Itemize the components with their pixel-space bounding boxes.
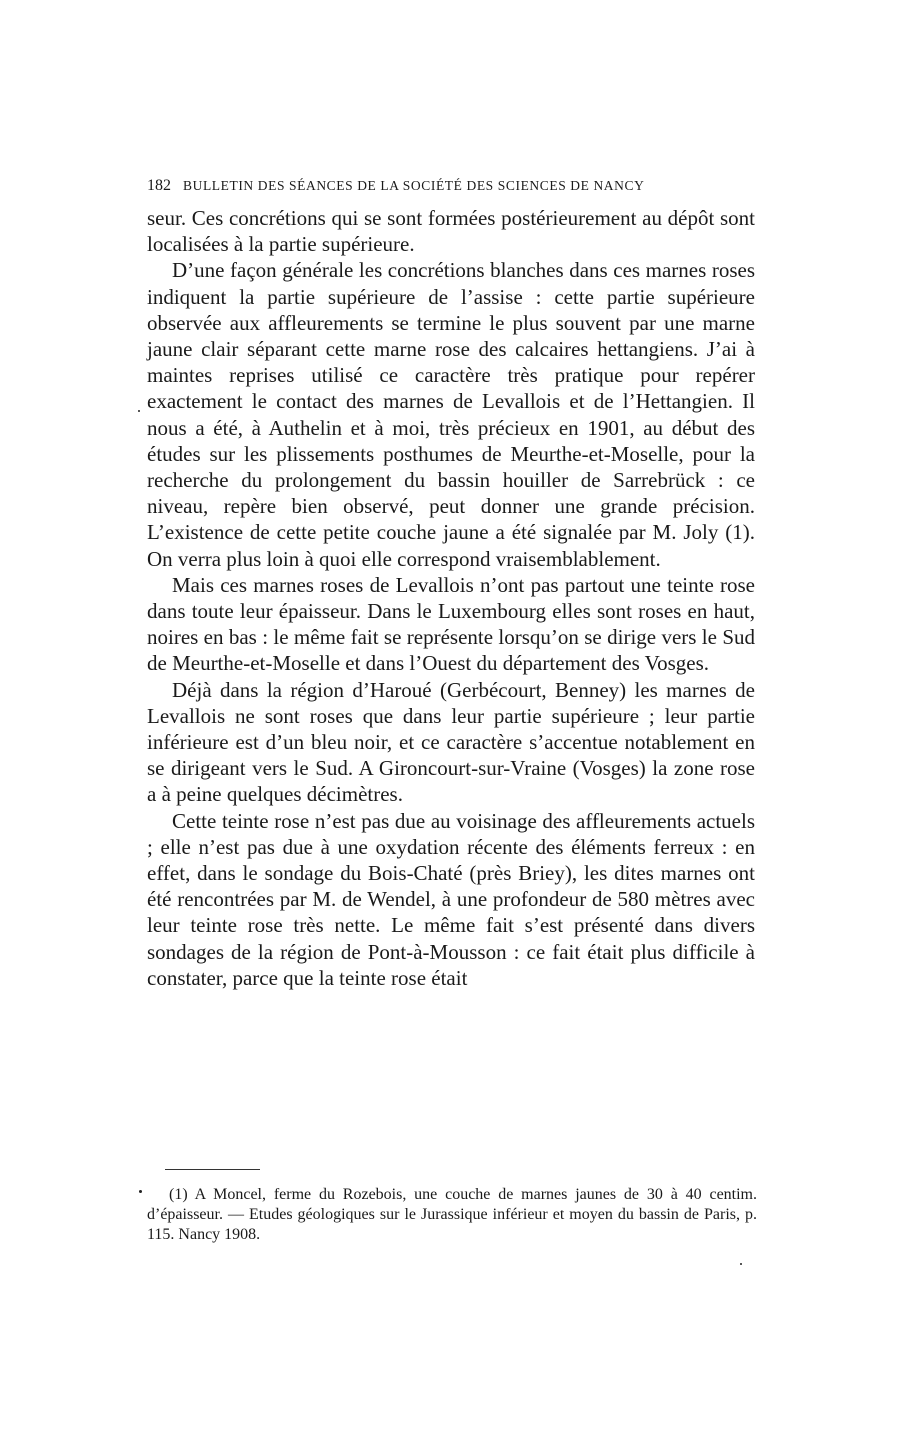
- paragraph: D’une façon générale les concrétions blanches dans ces marnes roses indiquent la partie supérieure de l’assise : cette partie supérieure observée aux affleurements se termine le plus souvent par une marne jaune clair séparant cette marne rose des calcaires hettangiens. J’ai à maintes reprises utilisé ce caractère très pratique pour repérer exactement le contact des marnes de Levallois et de l’Hettangien. Il nous a été, à Authelin et à moi, très précieux en 1901, au début des études sur les plissements posthumes de Meurthe-et-Moselle, pour la recherche du prolongement du bassin houiller de Sarrebrück : ce niveau, repère bien observé, peut donner une grande précision. L’existence de cette petite couche jaune a été signalée par M. Joly (1). On verra plus loin à quoi elle correspond vraisemblablement.: [147, 258, 755, 571]
- print-speck: [139, 1190, 142, 1193]
- footnote-text: (1) A Moncel, ferme du Rozebois, une couche de marnes jaunes de 30 à 40 centim. d’épaisseur. — Etudes géologiques sur le Jurassique inférieur et moyen du bassin de Paris, p. 115. Nancy 1908.: [147, 1186, 757, 1243]
- page-number: 182: [147, 177, 171, 194]
- paragraph: Cette teinte rose n’est pas due au voisinage des affleurements actuels ; elle n’est pas due à une oxydation récente des éléments ferreux : en effet, dans le sondage du Bois-Chaté (près Briey), les dites marnes ont été rencontrées par M. de Wendel, à une profondeur de 580 mètres avec leur teinte rose très nette. Le même fait s’est présenté dans divers sondages de la région de Pont-à-Mousson : ce fait était plus difficile à constater, parce que la teinte rose était: [147, 808, 755, 990]
- paragraph-continuation: seur. Ces concrétions qui se sont formées postérieurement au dépôt sont localisées à la partie supérieure.: [147, 206, 755, 257]
- running-header: [147, 177, 759, 195]
- print-speck: [740, 1263, 742, 1265]
- footnote: [147, 1185, 757, 1245]
- paragraph: Mais ces marnes roses de Levallois n’ont pas partout une teinte rose dans toute leur épaisseur. Dans le Luxembourg elles sont roses en haut, noires en bas : le même fait se représente lorsqu’on se dirige vers le Sud de Meurthe-et-Moselle et dans l’Ouest du département des Vosges.: [147, 572, 755, 676]
- footnote-divider: [165, 1169, 260, 1170]
- print-speck: [138, 410, 140, 412]
- journal-title: BULLETIN DES SÉANCES DE LA SOCIÉTÉ DES SCIENCES DE NANCY: [182, 178, 645, 193]
- body-text: [147, 205, 755, 991]
- paragraph: Déjà dans la région d’Haroué (Gerbécourt, Benney) les marnes de Levallois ne sont roses que dans leur partie supérieure ; leur partie inférieure est d’un bleu noir, et ce caractère s’accentue notablement en se dirigeant vers le Sud. A Gironcourt-sur-Vraine (Vosges) la zone rose a à peine quelques décimètres.: [147, 677, 755, 807]
